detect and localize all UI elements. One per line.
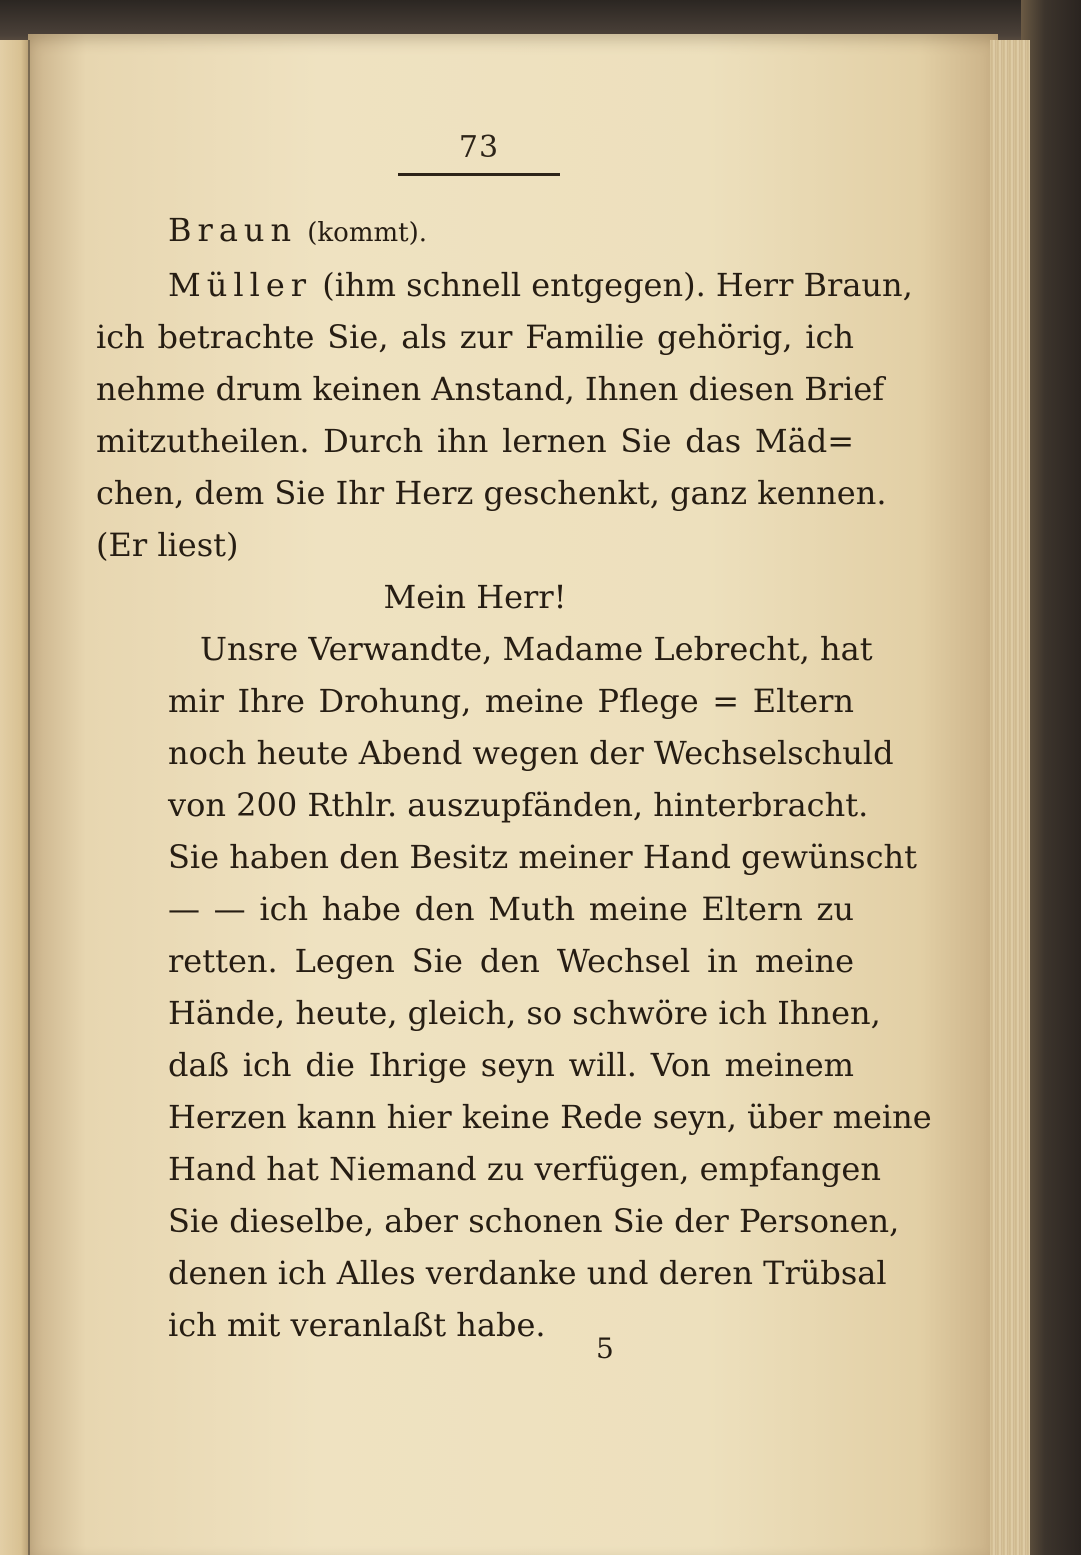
letter-line: Hand hat Niemand zu verfügen, empfangen: [168, 1150, 881, 1188]
letter-line: Unsre Verwandte, Madame Lebrecht, hat: [200, 630, 873, 668]
speech-text: (ihm schnell entgegen). Herr Braun,: [322, 266, 913, 304]
letter-line: Sie dieselbe, aber schonen Sie der Personen,: [168, 1202, 900, 1240]
letter-line: mir Ihre Drohung, meine Pflege = Eltern: [168, 682, 854, 720]
letter-line: noch heute Abend wegen der Wechselschuld: [168, 734, 894, 772]
book-cover-right: [1021, 0, 1081, 1555]
header-rule: [398, 173, 560, 176]
letter-line: Hände, heute, gleich, so schwöre ich Ihnen,: [168, 994, 881, 1032]
letter-line: retten. Legen Sie den Wechsel in meine: [168, 942, 854, 980]
facing-page-edge: [0, 40, 30, 1555]
letter-body: [96, 623, 932, 1351]
text-line: nehme drum keinen Anstand, Ihnen diesen Brief: [96, 370, 885, 408]
signature-mark: 5: [596, 1332, 614, 1365]
letter-salutation: Mein Herr!: [383, 578, 567, 616]
letter-line: denen ich Alles verdanke und deren Trübsal: [168, 1254, 887, 1292]
stage-direction-line: (Er liest): [96, 526, 239, 564]
page-header: [398, 130, 560, 176]
speaker-name: Braun: [168, 211, 298, 249]
letter-line: — — ich habe den Muth meine Eltern zu: [168, 890, 854, 928]
gutter: [28, 40, 30, 1555]
page-number: 73: [458, 130, 500, 165]
page-edges: [990, 40, 1030, 1555]
speaker-name: Müller: [168, 266, 313, 304]
letter-line: Sie haben den Besitz meiner Hand gewünscht: [168, 838, 917, 876]
letter-line: von 200 Rthlr. auszupfänden, hinterbracht.: [168, 786, 869, 824]
letter-line: ich mit veranlaßt habe.: [168, 1306, 546, 1344]
speech-line: [96, 204, 854, 259]
stage-direction: (kommt).: [307, 218, 427, 248]
speech-line: [96, 259, 913, 311]
text-line: mitzutheilen. Durch ihn lernen Sie das Mäd=: [96, 422, 854, 460]
letter-line: Herzen kann hier keine Rede seyn, über meine: [168, 1098, 932, 1136]
text-line: chen, dem Sie Ihr Herz geschenkt, ganz kennen.: [96, 474, 887, 512]
letter-line: daß ich die Ihrige seyn will. Von meinem: [168, 1046, 854, 1084]
text-line: ich betrachte Sie, als zur Familie gehörig, ich: [96, 318, 854, 356]
page-text: [96, 204, 932, 1351]
